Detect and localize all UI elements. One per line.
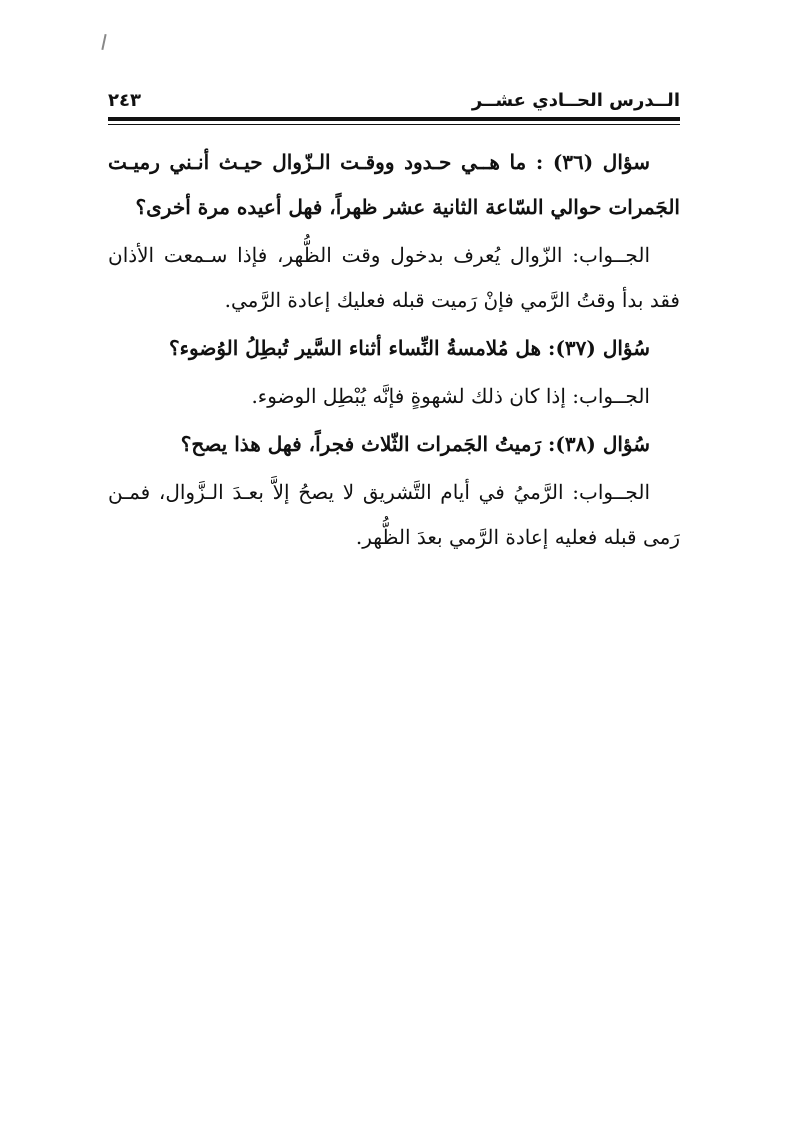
body-text (108, 140, 680, 563)
question-36: سؤال (٣٦) : ما هــي حـدود ووقـت الـزّوال حيـث أنـني رميـت الجَمرات حوالي السّاعة الثانية عشر ظهراً، فهل أعيده مرة أخرى؟ (108, 150, 680, 219)
chapter-title: الــدرس الحــادي عشــر (471, 90, 680, 111)
question-37: سُؤال (٣٧): هل مُلامسةُ النِّساء أثناء السَّير تُبطِلُ الوُضوء؟ (168, 336, 650, 360)
pen-mark (101, 34, 106, 50)
header-rule-thick (108, 117, 680, 121)
answer-36: الجــواب: الزّوال يُعرف بدخول وقت الظُّهر، فإذا سـمعت الأذان فقد بدأ وقتُ الرَّمي فإنْ رَميت قبله فعليك إعادة الرَّمي. (108, 243, 680, 312)
running-header (108, 88, 680, 118)
answer-38: الجــواب: الرَّميُ في أيام التَّشريق لا يصحُ إلاَّ بعـدَ الـزَّوال، فمـن رَمى قبله فعليه إعادة الرَّمي بعدَ الظُّهر. (108, 480, 680, 549)
header-rule-thin (108, 124, 680, 125)
answer-37: الجــواب: إذا كان ذلك لشهوةٍ فإنَّه يُبْطِل الوضوء. (251, 384, 650, 408)
question-38: سُؤال (٣٨): رَميتُ الجَمرات الثّلاث فجراً، فهل هذا يصح؟ (180, 432, 650, 456)
page-number: ٢٤٣ (108, 90, 141, 111)
